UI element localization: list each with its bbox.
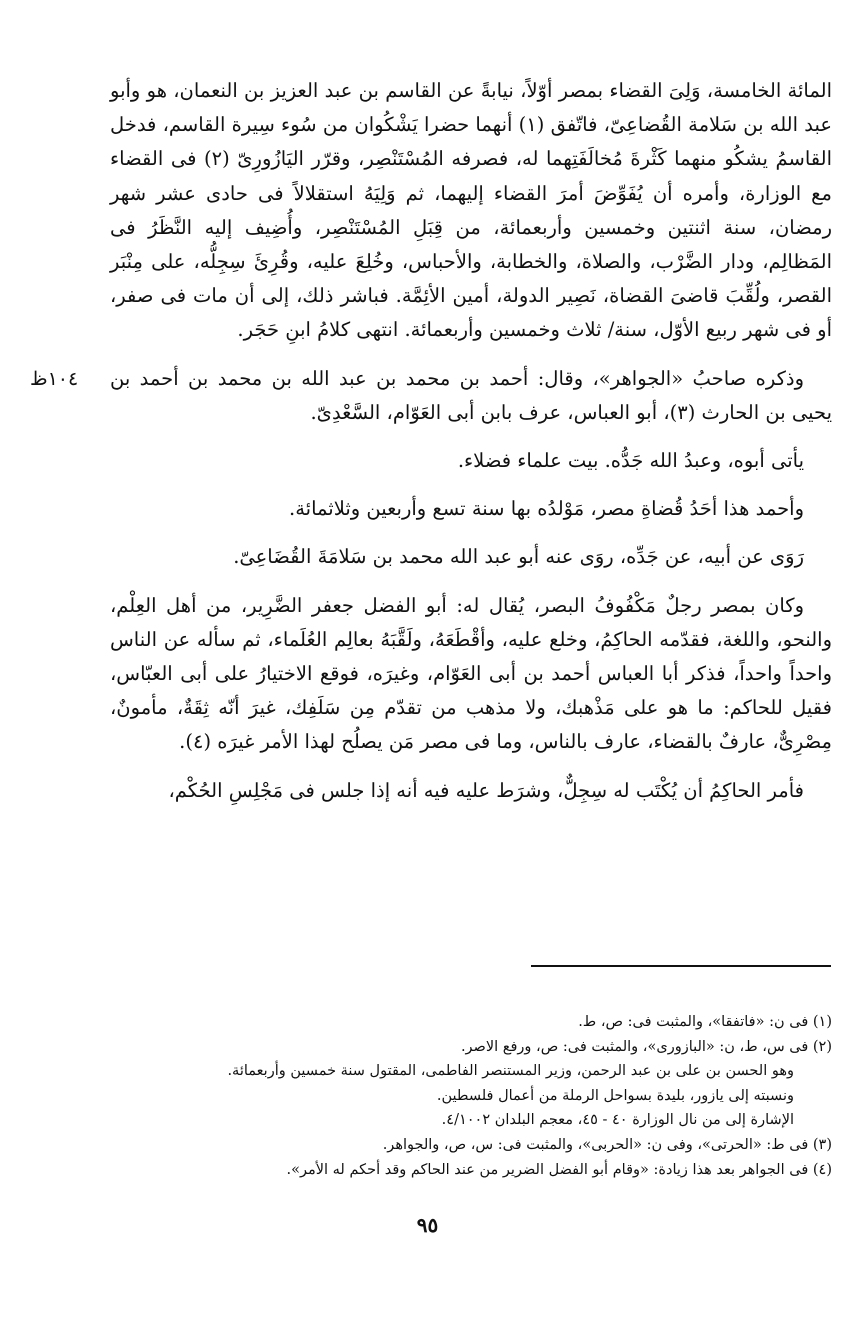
- manuscript-folio-marker: ١٠٤ظ: [30, 368, 79, 390]
- paragraph-continuation: فأمر الحاكِمُ أن يُكْتَب له سِجِلٌّ، وشرَط عليه فيه أنه إذا جلس فى مَجْلِسِ الحُكْم،: [168, 778, 804, 802]
- paragraph-birth: وأحمد هذا أحَدُ قُضاةِ مصر، مَوْلدُه بها سنة تسع وأربعين وثلاثمائة.: [289, 497, 804, 521]
- footnote-2-detail-references: الإشارة إلى من نال الوزارة ٤٠ - ٤٥، معجم البلدان ٤/١٠٠٢.: [441, 1112, 794, 1129]
- paragraph-family: يأتى أبوه، وعبدُ الله جَدُّه. بيت علماء فضلاء.: [457, 449, 804, 473]
- paragraph-jawahir-citation: وذكره صاحبُ «الجواهر»، وقال: أحمد بن محمد بن عبد الله بن محمد بن أحمد بن يحيى بن الحارث (٣)، أبو العباس، عرف بابن أبى العَوّام، السَّعْدِىّ.: [110, 366, 832, 424]
- footnote-4: (٤) فى الجواهر بعد هذا زيادة: «وقام أبو الفضل الضرير من عند الحاكم وقد أحكم له الأمر».: [286, 1161, 832, 1178]
- footnotes-section: [200, 1010, 832, 1182]
- main-text: [110, 74, 832, 808]
- paragraph-biography: المائة الخامسة، وَلِىَ القضاء بمصر أوّلاً، نيابةً عن القاسم بن عبد العزيز بن النعمان، هو وأبو عبد الله بن سَلامة القُضاعِىّ، فاتّفق (١) أنهما حضرا يَشْكُوان من سُوء سِيرة القاسم، فدخل القاسمُ يشكُو منهما كَثْرةَ مُخالَفَتِهما له، فصرفه المُسْتَنْصِر، وقرّر اليَازُورِىّ (٢) فى القضاء مع الوزارة، وأمره أن يُفَوِّضَ أمرَ القضاء إليهما، ثم وَلِيَهُ استقلالاً فى حادى عشر شهر رمضان، سنة اثنتين وخمسين وأربعمائة، من قِبَلِ المُسْتَنْصِر، وأُضِيف إليه النَّظَرُ فى المَظالِم، ودار الضَّرْب، والصلاة، والخطابة، والأحباس، وخُلِعَ عليه، وقُرِئَ سِجِلُّه، على مِنْبَر القصر، ولُقِّبَ قاضىَ القضاة، نَصِير الدولة، أمين الأئِمَّة. فباشر ذلك، إلى أن مات فى صفر، أو فى شهر ربيع الأوّل، سنة/ ثلاث وخمسين وأربعمائة. انتهى كلامُ ابنِ حَجَر.: [110, 79, 833, 342]
- paragraph-narration: رَوَى عن أبيه، عن جَدِّه، روَى عنه أبو عبد الله محمد بن سَلامَةَ القُضَاعِىّ.: [233, 545, 804, 569]
- footnote-1: (١) فى ن: «فاتفقا»، والمثبت فى: ص، ط.: [578, 1014, 832, 1030]
- footnote-2-detail-nisba: ونسبته إلى يازور، بليدة بسواحل الرملة من أعمال فلسطين.: [436, 1087, 794, 1104]
- footnote-divider: [531, 965, 831, 967]
- footnote-3: (٣) فى ط: «الحرتى»، وفى ن: «الحربى»، والمثبت فى: س، ص، والجواهر.: [382, 1136, 832, 1153]
- footnote-2-detail-vizier: وهو الحسن بن على بن عبد الرحمن، وزير المستنصر الفاطمى، المقتول سنة خمسين وأربعمائة.: [227, 1063, 794, 1080]
- footnote-2: (٢) فى س، ط، ن: «البازورى»، والمثبت فى: ص، ورفع الاصر.: [460, 1038, 832, 1055]
- paragraph-appointment-story: وكان بمصر رجلٌ مَكْفُوفُ البصر، يُقال له: أبو الفضل جعفر الضَّرِير، من أهل العِلْم، والنحو، واللغة، فقدّمه الحاكِمُ، وخلع عليه، وأقْطَعَهُ، ولَقَّبَهُ بعالِم العُلَماء، ثم سأله عن الناس واحداً واحداً، فذكر أبا العباس أحمد بن أبى العَوّام، وغيرَه، فوقع الاختيارُ على أبى العبّاس، فقيل للحاكم: ما هو على مَذْهبك، ولا مذهب من تقدّم مِن سَلَفِك، غيرَ أنّه ثِقَةٌ، مأمونٌ، مِصْرِىٌّ، عارفٌ بالقضاء، عارف بالناس، وما فى مصر مَن يصلُح لهذا الأمر غيرَه (٤).: [110, 593, 832, 754]
- page-number: ٩٥: [416, 1213, 439, 1237]
